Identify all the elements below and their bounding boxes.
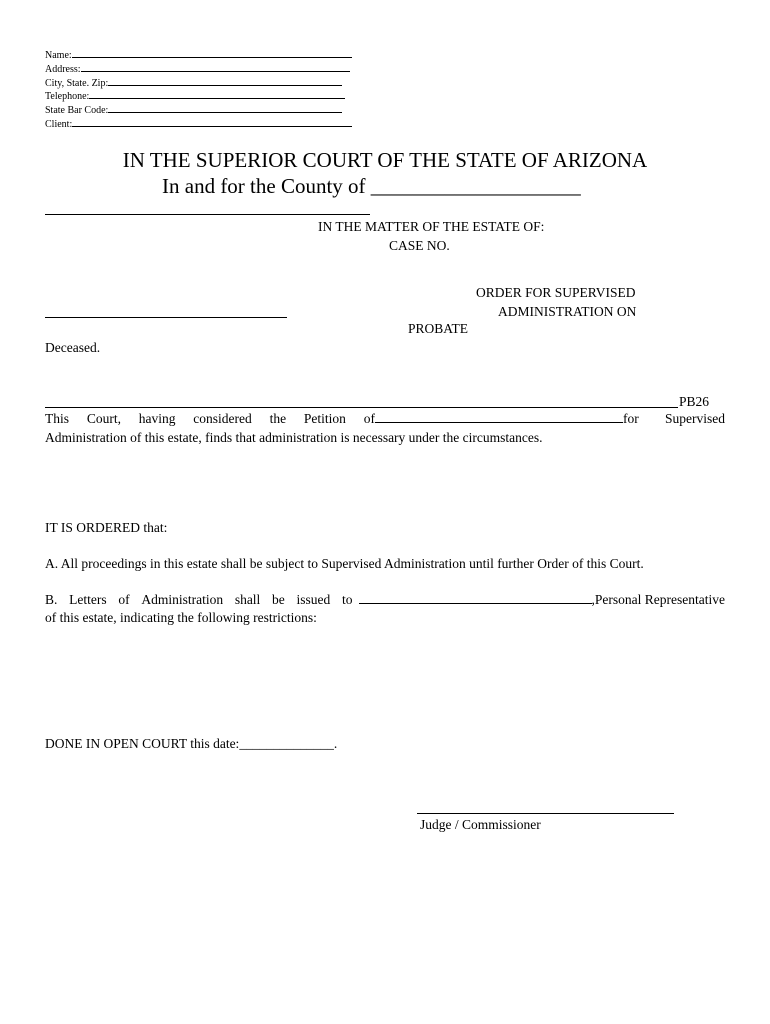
order-title-line-1: ORDER FOR SUPERVISED bbox=[476, 285, 636, 300]
order-title-line-2: ADMINISTRATION ON bbox=[498, 304, 637, 319]
address-blank[interactable] bbox=[81, 61, 350, 72]
name-label: Name: bbox=[45, 50, 72, 61]
case-number-label: CASE NO. bbox=[389, 238, 450, 253]
signature-line[interactable] bbox=[417, 813, 674, 814]
order-item-b-line-1 bbox=[45, 592, 725, 608]
state-bar-code-blank[interactable] bbox=[108, 102, 342, 113]
petition-paragraph-line-1 bbox=[45, 411, 725, 427]
client-field[interactable] bbox=[45, 116, 352, 132]
personal-representative-suffix: ,Personal Representative bbox=[591, 592, 725, 607]
client-blank[interactable] bbox=[72, 116, 352, 127]
decedent-name-blank[interactable] bbox=[45, 317, 287, 318]
telephone-label: Telephone: bbox=[45, 91, 90, 102]
telephone-blank[interactable] bbox=[89, 88, 345, 99]
caption-rule bbox=[45, 214, 370, 215]
estate-matter-label: IN THE MATTER OF THE ESTATE OF: bbox=[318, 219, 545, 234]
done-in-open-court-line bbox=[45, 736, 337, 752]
personal-representative-blank[interactable] bbox=[359, 593, 592, 604]
order-item-a: A. All proceedings in this estate shall be subject to Supervised Administration until further Order of this Court. bbox=[45, 556, 644, 571]
deceased-label: Deceased. bbox=[45, 340, 101, 355]
state-bar-code-label: State Bar Code: bbox=[45, 105, 109, 116]
petition-paragraph-tail: for Supervised bbox=[623, 411, 725, 426]
client-label: Client: bbox=[45, 119, 73, 130]
done-date-blank[interactable]: ______________. bbox=[239, 736, 338, 751]
address-label: Address: bbox=[45, 64, 81, 75]
form-code: PB26 bbox=[679, 394, 710, 409]
county-line bbox=[162, 174, 581, 199]
city-state-zip-label: City, State. Zip: bbox=[45, 78, 109, 89]
order-item-b-line-2: of this estate, indicating the following restrictions: bbox=[45, 610, 317, 625]
county-prefix: In and for the County of bbox=[162, 174, 366, 198]
county-blank[interactable]: ____________________ bbox=[370, 174, 581, 198]
petition-paragraph-line-2: Administration of this estate, finds that administration is necessary under the circumstances. bbox=[45, 430, 543, 445]
order-item-b-text: B. Letters of Administration shall be issued to bbox=[45, 592, 353, 607]
it-is-ordered-label: IT IS ORDERED that: bbox=[45, 520, 168, 535]
court-title: IN THE SUPERIOR COURT OF THE STATE OF ARIZONA bbox=[122, 148, 648, 172]
petitioner-blank[interactable] bbox=[375, 412, 623, 423]
petition-paragraph-text: This Court, having considered the Petition of bbox=[45, 411, 375, 426]
done-label: DONE IN OPEN COURT this date: bbox=[45, 736, 240, 751]
name-blank[interactable] bbox=[72, 47, 352, 58]
separator-rule bbox=[45, 407, 678, 408]
city-state-zip-blank[interactable] bbox=[108, 75, 342, 86]
order-title-line-3: PROBATE bbox=[408, 321, 469, 336]
signature-label: Judge / Commissioner bbox=[420, 817, 541, 832]
